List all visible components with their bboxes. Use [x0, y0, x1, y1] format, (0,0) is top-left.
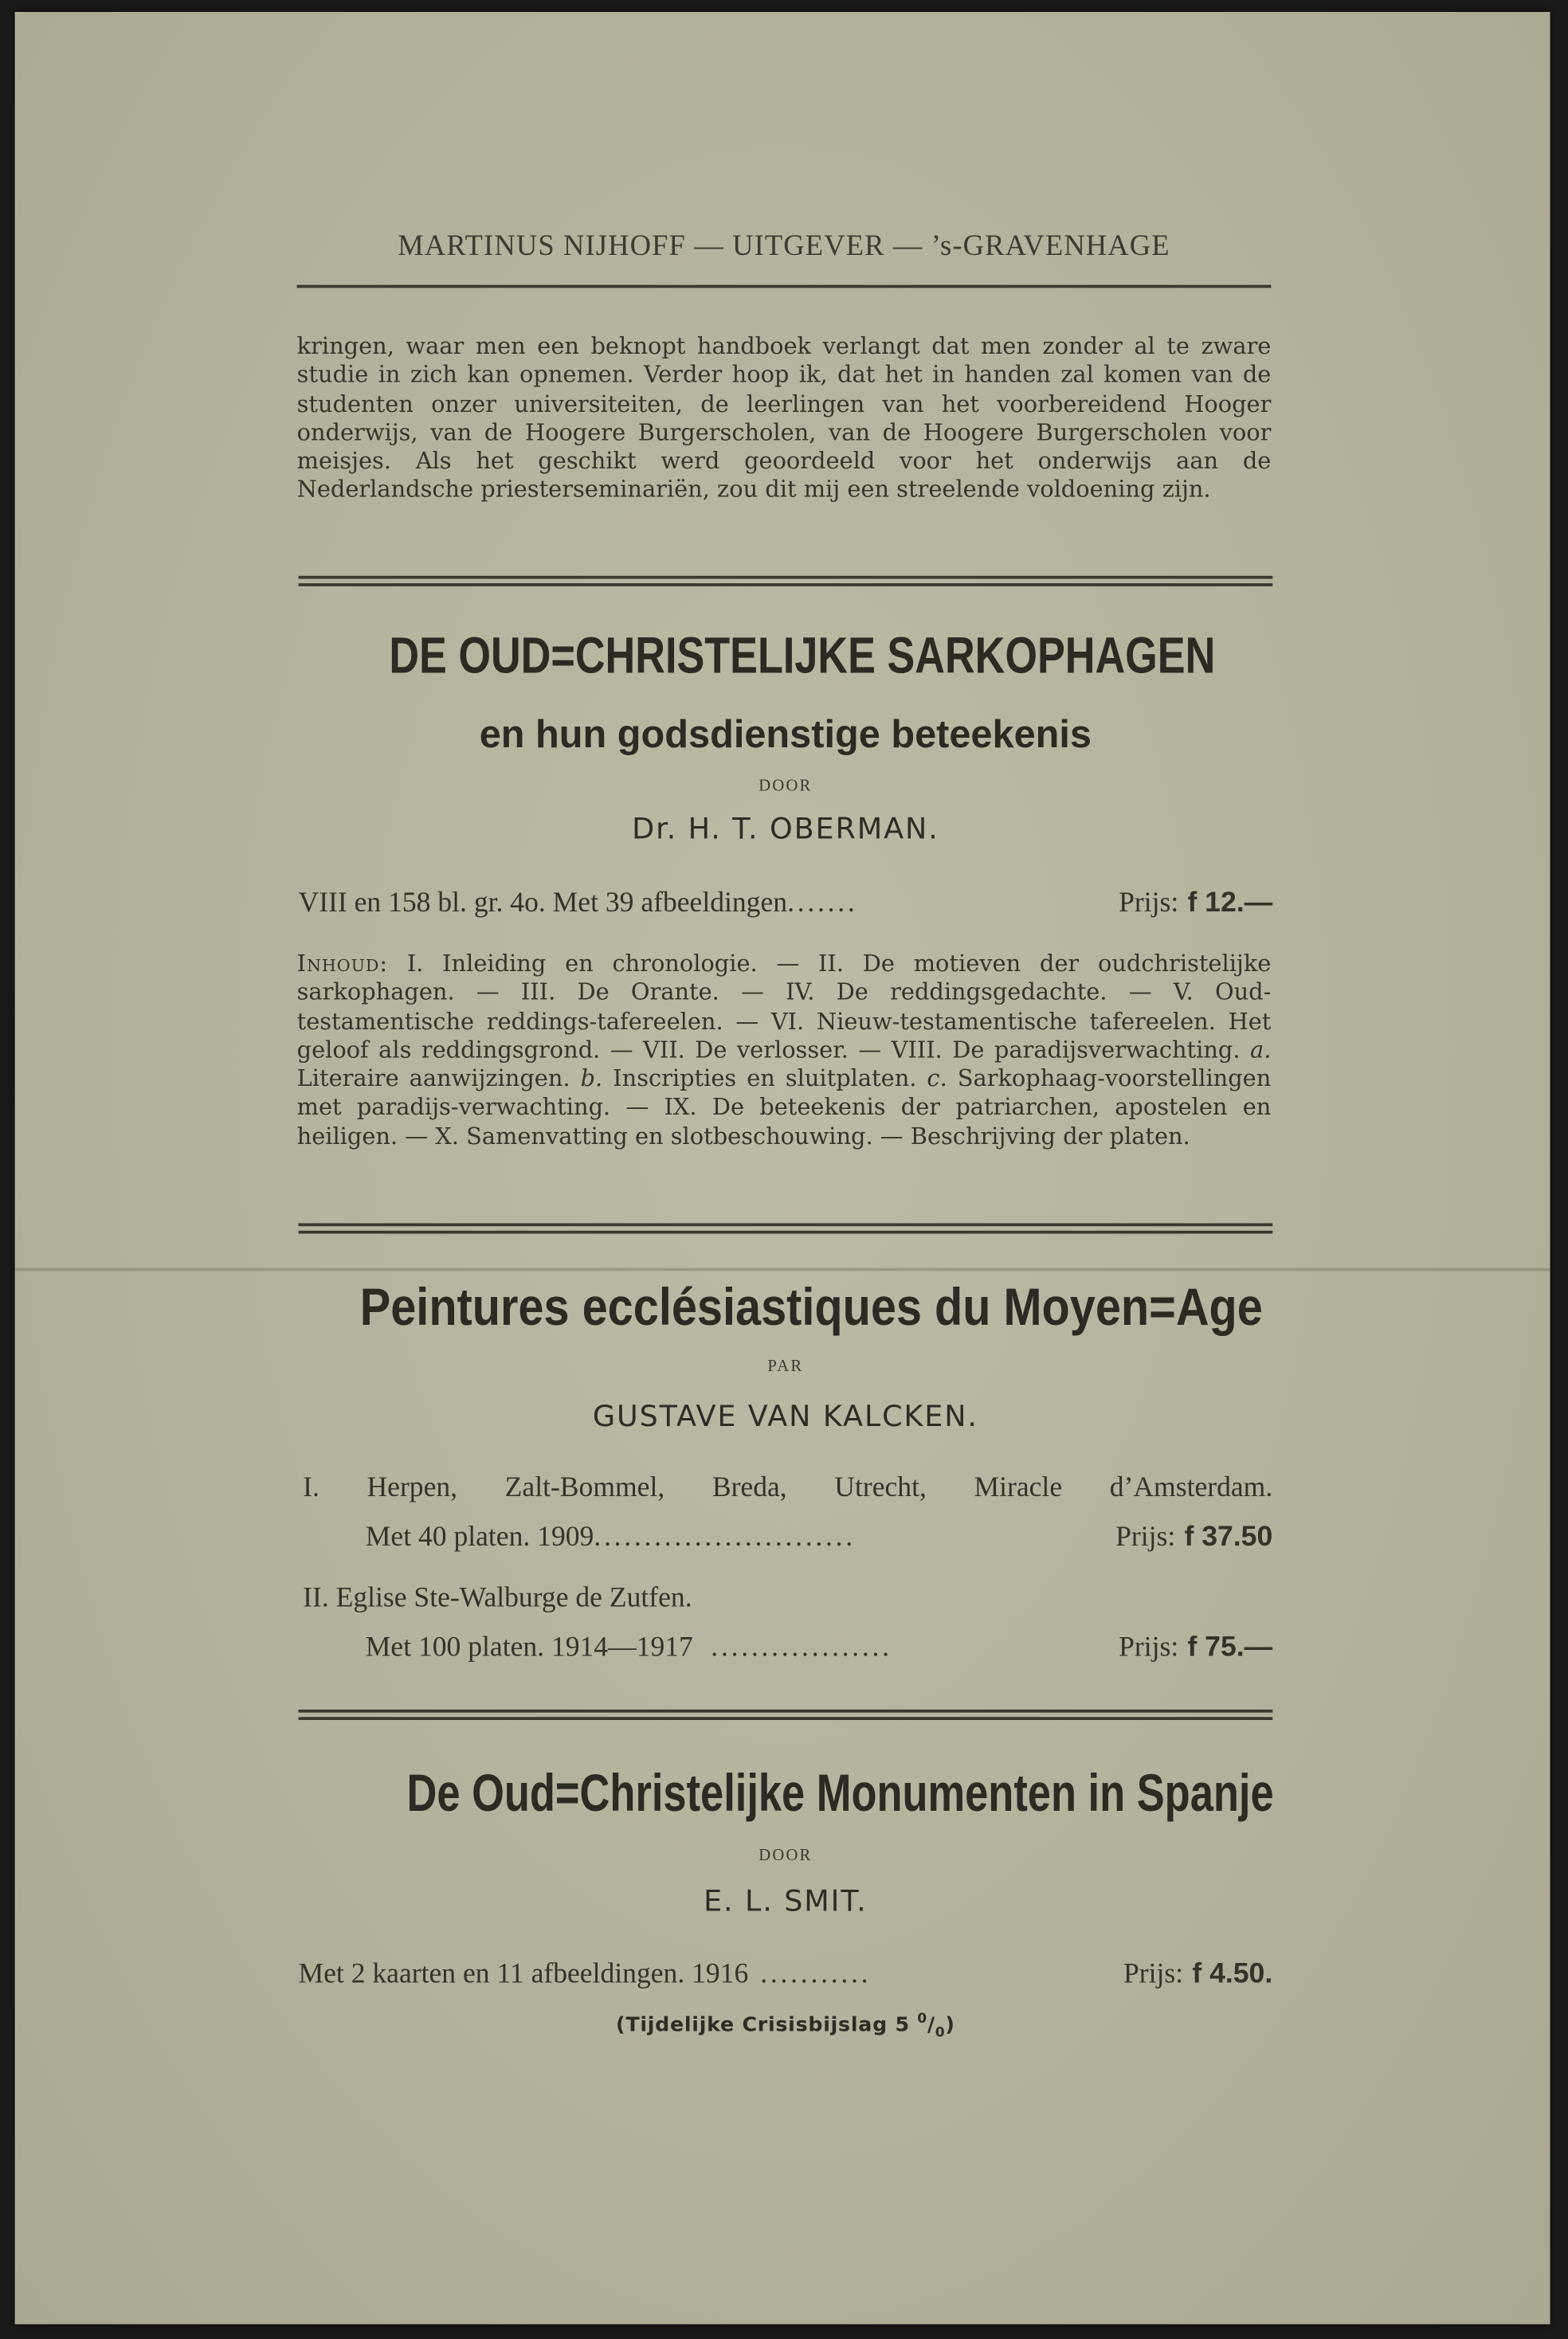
book2-vol1-price: f 37.50 — [1184, 1521, 1273, 1553]
book3-price-label: Prijs: — [1123, 1958, 1184, 1990]
book2-vol2-row — [366, 1632, 1272, 1665]
book2-vol2-title: II. Eglise Ste-Walburge de Zutfen. — [303, 1582, 692, 1615]
book1-title — [299, 628, 1273, 686]
book1-author: Dr. H. T. OBERMAN. — [632, 811, 939, 846]
book1-specs: VIII en 158 bl. gr. 4o. Met 39 afbeeldingen — [298, 887, 788, 919]
book1-price: f 12.— — [1187, 887, 1273, 919]
book1-contents — [297, 950, 1272, 1152]
intro-paragraph: kringen, waar men een beknopt handboek verlangt dat men zonder al te zware studie in zich kan opnemen. Verder hoop ik, dat het in handen zal komen van de studenten onzer universiteiten, de leerlingen van het voorbereidend Hooger onderwijs, van de Hoogere Burgerscholen, van de Hoogere Burgerscholen voor meisjes. Als het geschikt werd geoordeeld voor het onderwijs aan de Nederlandsche priesterseminariën, zou dit mij een streelende voldoening zijn. — [296, 332, 1272, 503]
surcharge-text: (Tijdelijke Crisisbijslag 5 — [616, 2012, 910, 2037]
contents-a: Literaire aanwijzingen. — [296, 1065, 570, 1093]
book3-specs-row — [299, 1959, 1273, 1992]
book2-author: GUSTAVE VAN KALCKEN. — [592, 1399, 978, 1434]
book2-vol1-dots: .......................... — [594, 1521, 856, 1553]
book2-title — [299, 1279, 1273, 1338]
book2-vol2-specs: Met 100 platen. 1914—1917 — [365, 1632, 693, 1663]
book2-vol1-title-text: I. Herpen, Zalt-Bommel, Breda, Utrecht, Miracle d’Amsterdam. — [303, 1472, 1273, 1504]
header-rule — [297, 285, 1272, 288]
book1-specs-row — [299, 887, 1273, 920]
book3-price: f 4.50. — [1192, 1958, 1273, 1990]
book2-title-text: Peintures ecclésiastiques du Moyen=Age — [359, 1278, 1263, 1337]
fold-crease — [15, 1268, 1550, 1271]
book1-dots: ....... — [787, 887, 858, 919]
section-divider-1 — [299, 576, 1273, 586]
book2-vol1-price-label: Prijs: — [1115, 1521, 1176, 1553]
book2-vol1-row — [366, 1522, 1272, 1554]
surcharge-note: (Tijdelijke Crisisbijslag 5 $^0/_0$) — [616, 2012, 955, 2041]
percent-bottom: 0 — [935, 2026, 946, 2041]
book3-author: E. L. SMIT. — [704, 1883, 868, 1919]
contents-part-2: Sarkophaag-voorstellingen met paradijs-verwachting. — IX. De beteekenis der patriarchen, apostelen en heiligen. — X. Samenvatting en slotbeschouwing. — Beschrijving der platen. — [296, 1065, 1272, 1150]
book3-dots: ........... — [760, 1958, 872, 1990]
contents-b-marker: b. — [580, 1065, 603, 1093]
book1-title-text: DE OUD=CHRISTELIJKE SARKOPHAGEN — [389, 628, 1216, 685]
contents-b: Inscripties en sluitplaten. — [613, 1065, 917, 1093]
surcharge-close: ) — [945, 2012, 955, 2037]
percent-top: 0 — [917, 2012, 927, 2028]
contents-c-marker: c. — [927, 1065, 947, 1093]
book2-vol1-title — [303, 1472, 1272, 1505]
book3-by-label: DOOR — [759, 1847, 813, 1865]
book3-specs: Met 2 kaarten en 11 afbeeldingen. 1916 — [298, 1958, 749, 1990]
publisher-header: MARTINUS NIJHOFF — UITGEVER — ’s-GRAVENHAGE — [398, 231, 1170, 263]
book3-title — [299, 1765, 1273, 1824]
book1-by-label: DOOR — [759, 777, 813, 796]
contents-part-1: I. Inleiding en chronologie. — II. De motieven der oudchristelijke sarkophagen. — III. De Orante. — IV. De reddingsgedachte. — V. Oud-testamentische reddings-tafereelen. — VI. Nieuw-testamentische tafereelen. Het geloof als reddingsgrond. — VII. De verlosser. — VIII. De paradijsverwachting. — [296, 950, 1272, 1064]
book3-title-text: De Oud=Christelijke Monumenten in Spanje — [406, 1765, 1274, 1824]
book2-by-label: PAR — [767, 1357, 804, 1376]
book1-subtitle: en hun godsdienstige beteekenis — [479, 711, 1092, 757]
book2-vol2-price-label: Prijs: — [1119, 1632, 1179, 1663]
section-divider-2 — [299, 1223, 1273, 1233]
book2-vol2-dots: .................. — [711, 1632, 892, 1663]
section-divider-3 — [299, 1710, 1273, 1720]
book1-price-label: Prijs: — [1119, 887, 1179, 919]
book2-vol1-specs: Met 40 platen. 1909 — [365, 1521, 594, 1553]
contents-label: Inhoud: — [296, 950, 389, 978]
contents-a-marker: a. — [1250, 1036, 1272, 1064]
book2-vol2-price: f 75.— — [1187, 1632, 1273, 1663]
